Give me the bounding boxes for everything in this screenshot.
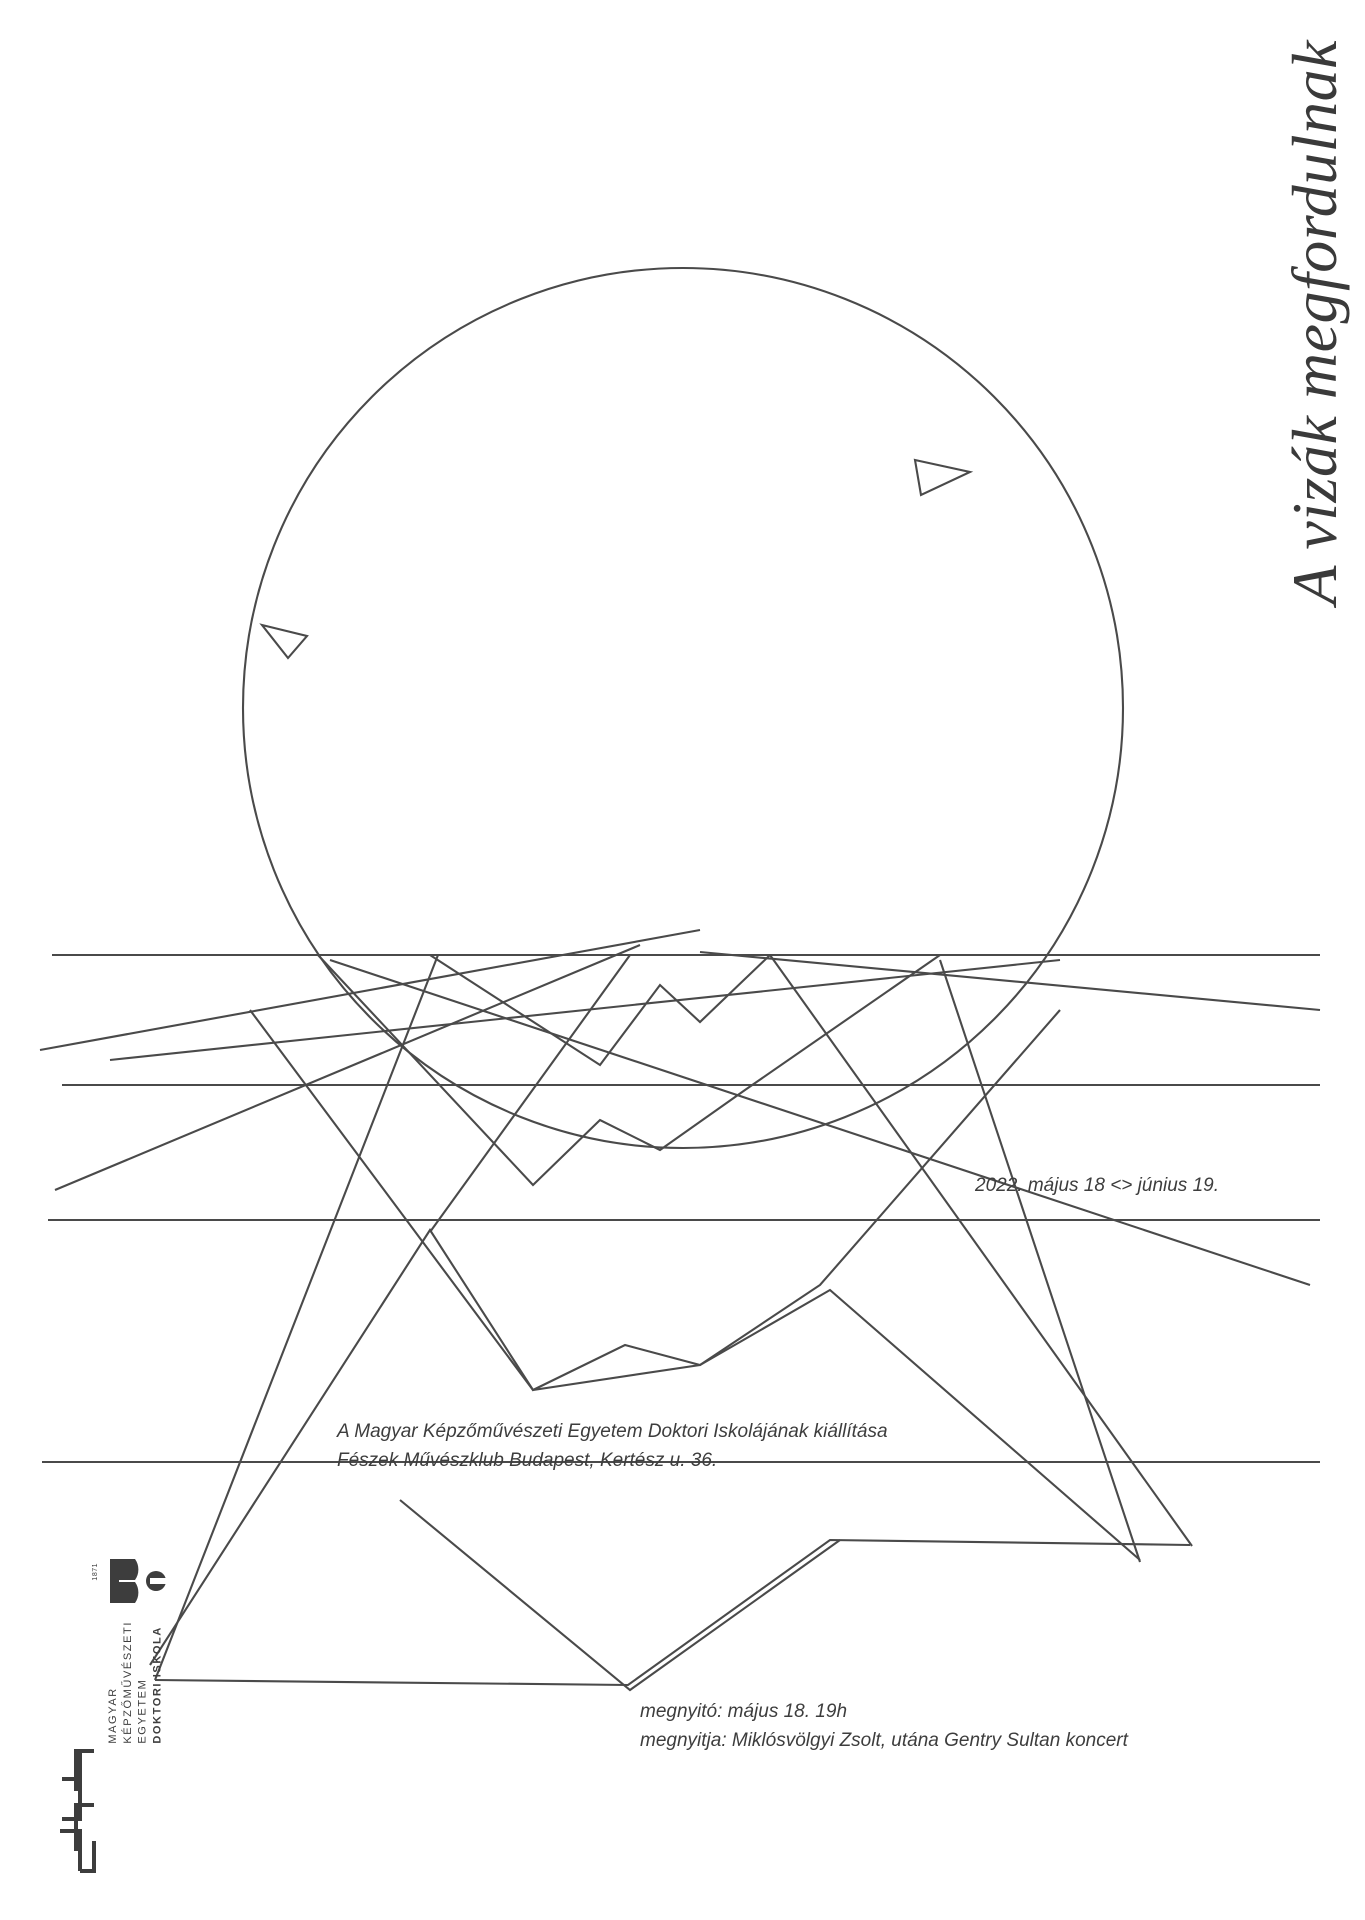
institution-logo	[48, 1555, 178, 1885]
opening-speaker: megnyitja: Miklósvölgyi Zsolt, utána Gentry Sultan koncert	[640, 1730, 1128, 1752]
venue-info	[337, 1417, 888, 1476]
exhibition-dates: 2022. május 18 <> június 19.	[975, 1175, 1220, 1196]
doctoral-school-glyph-icon	[50, 1745, 108, 1875]
logo-line-1: MAGYAR	[107, 1687, 119, 1744]
logo-institution-text	[106, 1621, 165, 1744]
opening-info	[640, 1697, 1128, 1756]
logo-line-3: EGYETEM	[136, 1678, 149, 1744]
venue-line-organizer: A Magyar Képzőművészeti Egyetem Doktori Iskolájának kiállítása	[337, 1421, 888, 1442]
arrow-triangle-icon	[915, 460, 970, 495]
logo-line-2: KÉPZŐMŰVÉSZETI	[121, 1621, 134, 1744]
poster-title: A vizák megfordulnak	[1279, 40, 1350, 605]
mke-logo-icon	[106, 1555, 170, 1607]
arrow-triangle-icon	[262, 625, 307, 658]
logo-year: 1871	[92, 1563, 99, 1581]
logo-line-4: DOKTORI ISKOLA	[151, 1626, 164, 1744]
venue-line-address: Fészek Művészklub Budapest, Kertész u. 36.	[337, 1450, 718, 1472]
opening-time: megnyitó: május 18. 19h	[640, 1701, 848, 1722]
